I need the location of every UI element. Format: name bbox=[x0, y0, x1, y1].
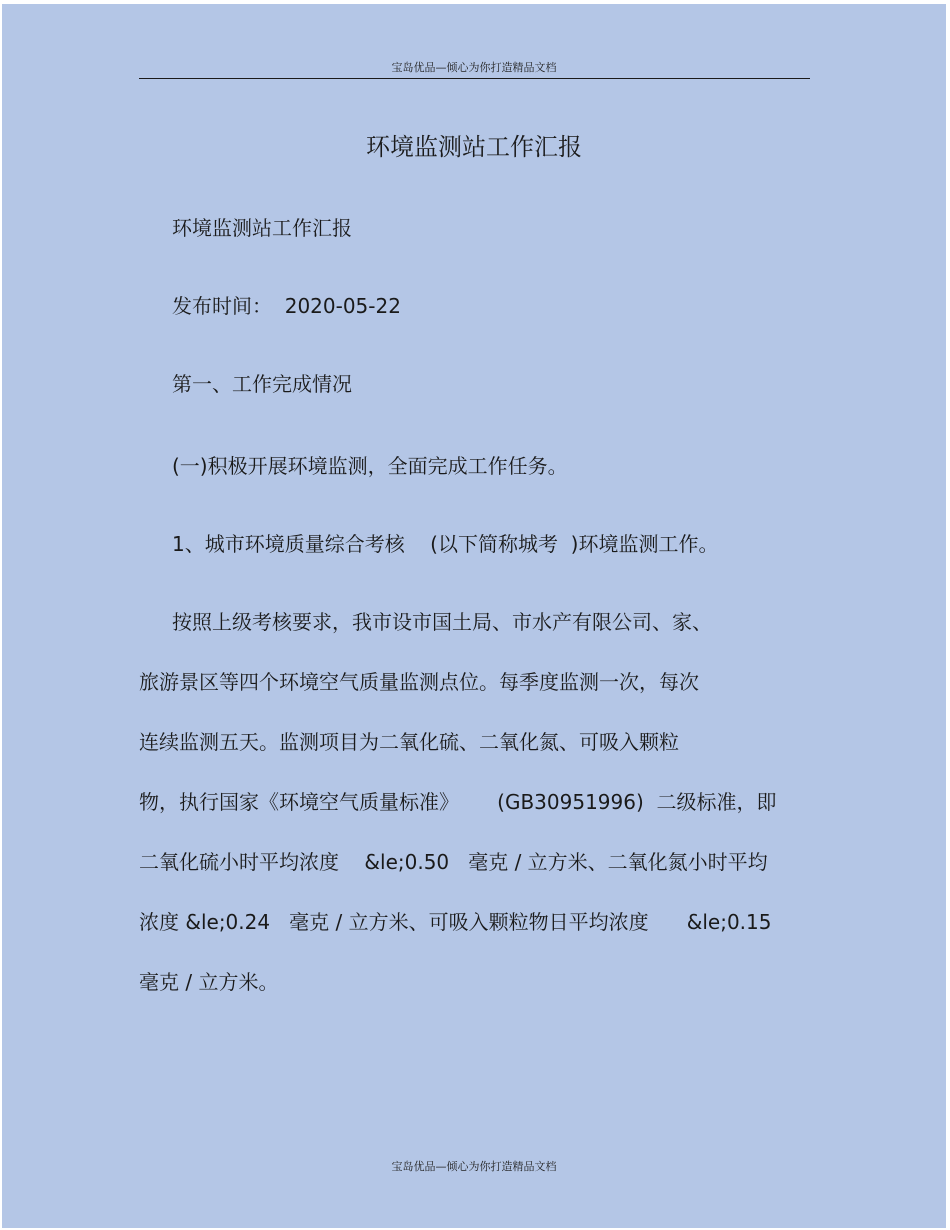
page-header: 宝岛优品—倾心为你打造精品文档 bbox=[391, 61, 557, 74]
paragraph-line: 连续监测五天。监测项目为二氧化硫、二氧化氮、可吸入颗粒 bbox=[139, 730, 679, 754]
paragraph-line: 二氧化硫小时平均浓度 &le;0.50 毫克 / 立方米、二氧化氮小时平均 bbox=[139, 850, 768, 874]
document-title: 环境监测站工作汇报 bbox=[366, 133, 582, 161]
paragraph-line: 毫克 / 立方米。 bbox=[139, 970, 279, 994]
paragraph-line: 按照上级考核要求，我市设市国土局、市水产有限公司、家、 bbox=[172, 610, 712, 634]
subsection-heading: (一)积极开展环境监测，全面完成工作任务。 bbox=[172, 454, 568, 478]
subtitle-line: 环境监测站工作汇报 bbox=[172, 216, 352, 240]
publish-date-line: 发布时间： 2020-05-22 bbox=[172, 294, 401, 318]
paragraph-line: 物，执行国家《环境空气质量标准》 (GB30951996) 二级标准，即 bbox=[139, 790, 777, 814]
document-page bbox=[2, 4, 946, 1228]
page-footer: 宝岛优品—倾心为你打造精品文档 bbox=[391, 1160, 557, 1173]
paragraph-line: 旅游景区等四个环境空气质量监测点位。每季度监测一次，每次 bbox=[139, 670, 699, 694]
header-divider bbox=[139, 78, 810, 79]
paragraph-line: 浓度 &le;0.24 毫克 / 立方米、可吸入颗粒物日平均浓度 &le;0.15 bbox=[139, 910, 772, 934]
item-heading: 1、城市环境质量综合考核 (以下简称城考 )环境监测工作。 bbox=[172, 532, 719, 556]
section-heading: 第一、工作完成情况 bbox=[172, 372, 352, 396]
